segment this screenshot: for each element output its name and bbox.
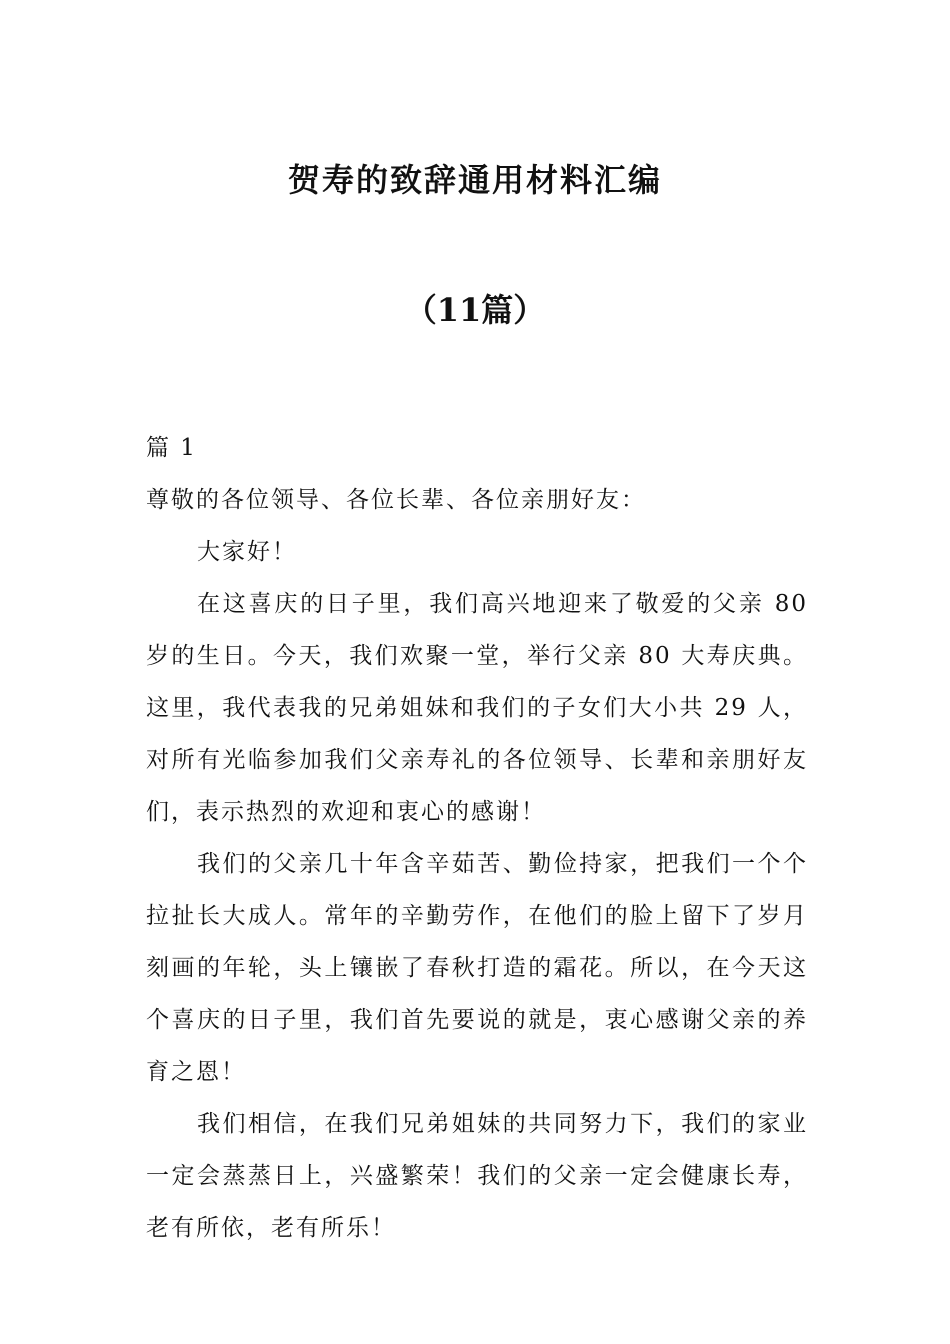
paragraph-gratitude: 我们的父亲几十年含辛茹苦、勤俭持家，把我们一个个拉扯长大成人。常年的辛勤劳作，在他们的脸上留下了岁月刻画的年轮，头上镶嵌了春秋打造的霜花。所以，在今天这个喜庆的日子里，我们首先要说的就是，衷心感谢父亲的养育之恩！ xyxy=(146,851,808,1085)
paragraph-birthday-welcome: 在这喜庆的日子里，我们高兴地迎来了敬爱的父亲 80 岁的生日。今天，我们欢聚一堂，举行父亲 80 大寿庆典。这里，我代表我的兄弟姐妹和我们的子女们大小共 29 人，对所有光临参加我们父亲寿礼的各位领导、长辈和亲朋好友们，表示热烈的欢迎和衷心的感谢！ xyxy=(146,591,808,825)
section-label: 篇 1 xyxy=(146,435,197,461)
document-title: 贺寿的致辞通用材料汇编 xyxy=(287,161,662,199)
paragraph-blessing: 我们相信，在我们兄弟姐妹的共同努力下，我们的家业一定会蒸蒸日上，兴盛繁荣！我们的父亲一定会健康长寿，老有所依，老有所乐！ xyxy=(146,1111,808,1241)
document-body xyxy=(146,428,808,1254)
paragraph-greeting: 大家好！ xyxy=(197,539,297,565)
salutation: 尊敬的各位领导、各位长辈、各位亲朋好友： xyxy=(146,487,646,513)
document-subtitle: （11篇） xyxy=(404,291,546,329)
